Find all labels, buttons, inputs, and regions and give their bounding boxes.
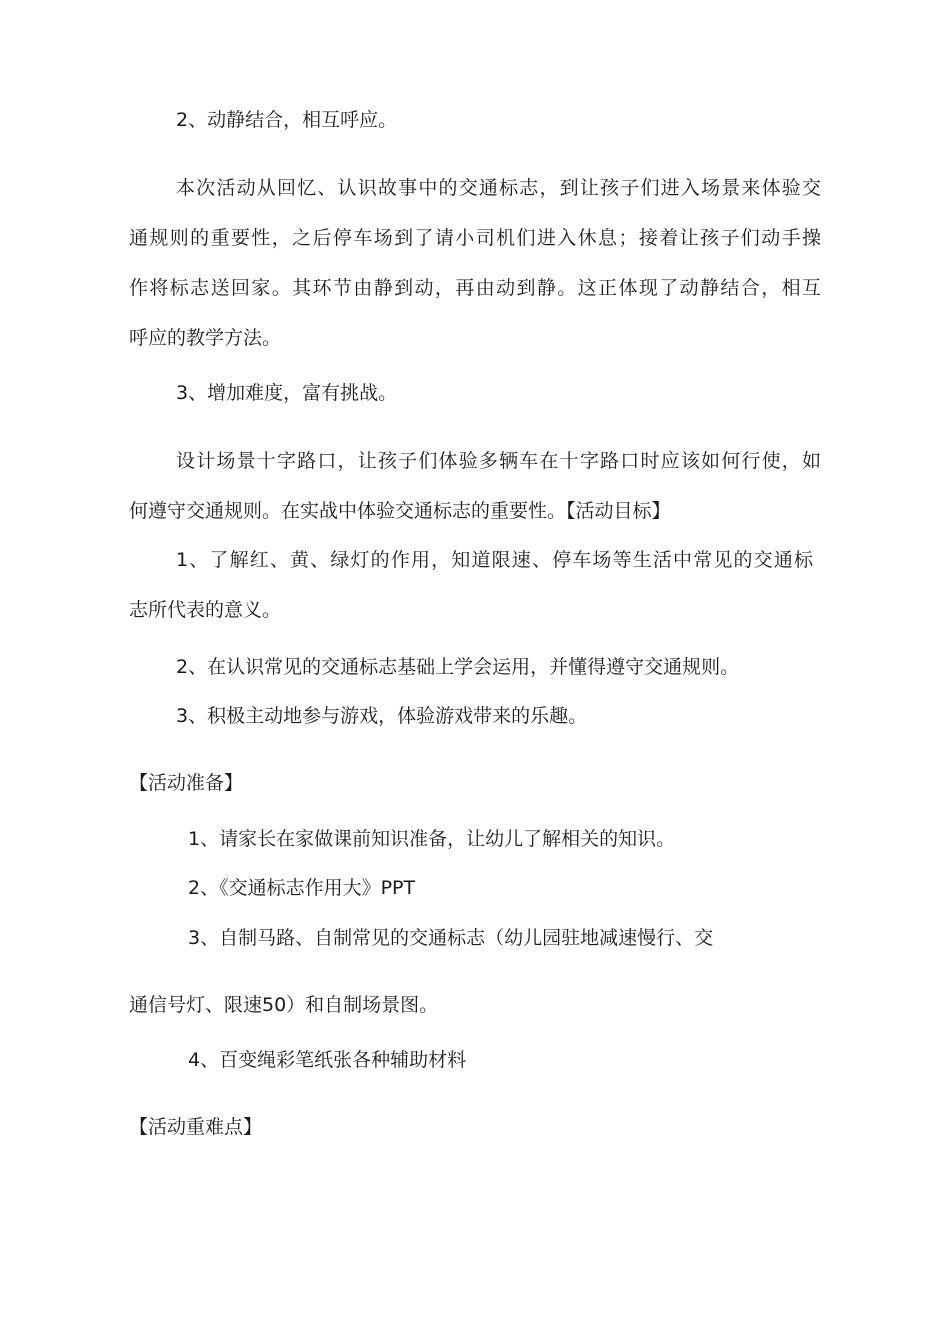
paragraph-line: 设计场景十字路口，让孩子们体验多辆车在十字路口时应该如何行使，如	[176, 450, 821, 472]
paragraph-line: 本次活动从回忆、认识故事中的交通标志，到让孩子们进入场景来体验交	[176, 177, 821, 199]
preparation-item-continued: 通信号灯、限速50）和自制场景图。	[129, 994, 439, 1016]
preparation-item: 4、百变绳彩笔纸张各种辅助材料	[188, 1049, 467, 1071]
goal-item: 3、积极主动地参与游戏，体验游戏带来的乐趣。	[176, 705, 588, 727]
paragraph-line: 呼应的教学方法。	[129, 327, 282, 349]
preparation-item: 2、《交通标志作用大》PPT	[188, 877, 416, 899]
paragraph-line: 何遵守交通规则。在实战中体验交通标志的重要性。【活动目标】	[129, 500, 671, 522]
paragraph-line: 通规则的重要性，之后停车场到了请小司机们进入休息；接着让孩子们动手操	[129, 227, 821, 249]
section-heading-preparation: 【活动准备】	[129, 772, 244, 794]
preparation-item: 3、自制马路、自制常见的交通标志（幼儿园驻地减速慢行、交	[188, 927, 714, 949]
section-heading-key-points: 【活动重难点】	[129, 1116, 263, 1138]
heading-point-3: 3、增加难度，富有挑战。	[176, 382, 398, 404]
goal-item: 1、了解红、黄、绿灯的作用，知道限速、停车场等生活中常见的交通标	[176, 549, 813, 571]
preparation-item: 1、请家长在家做课前知识准备，让幼儿了解相关的知识。	[188, 828, 676, 850]
paragraph-line: 作将标志送回家。其环节由静到动，再由动到静。这正体现了动静结合，相互	[129, 277, 821, 299]
goal-item-continued: 志所代表的意义。	[129, 599, 282, 621]
goal-item: 2、在认识常见的交通标志基础上学会运用，并懂得遵守交通规则。	[176, 656, 740, 678]
heading-point-2: 2、动静结合，相互呼应。	[176, 109, 398, 131]
